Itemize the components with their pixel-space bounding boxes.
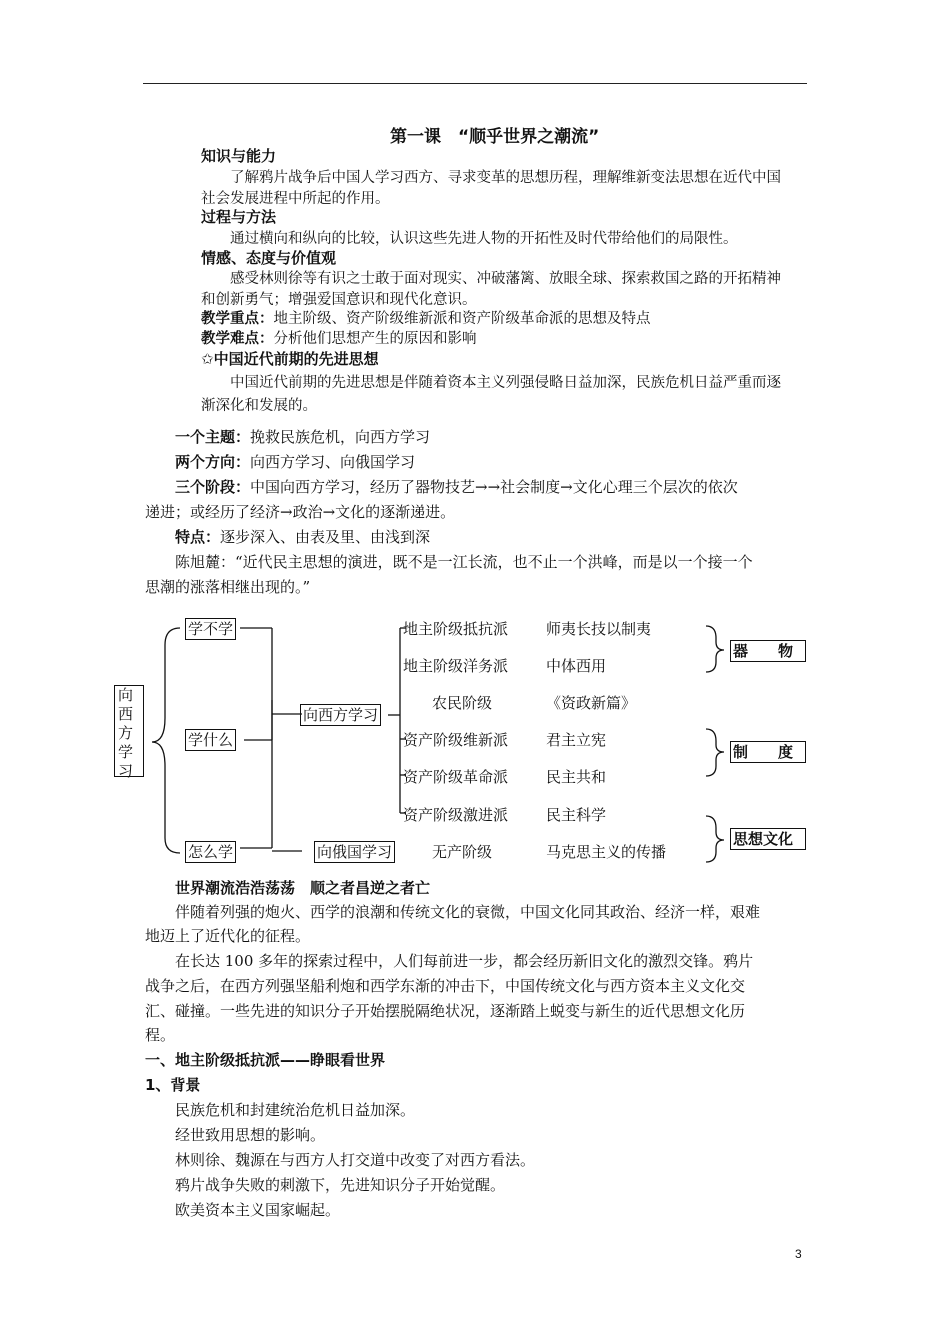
diagram-idea: 师夷长技以制夷	[546, 620, 652, 638]
level-culture-box: 思想文化	[730, 828, 806, 850]
process-text: 通过横向和纵向的比较，认识这些先进人物的开拓性及时代带给他们的局限性。	[230, 231, 738, 247]
page-number: 3	[795, 1247, 802, 1261]
diagram-idea: 君主立宪	[546, 731, 607, 749]
advanced-thought-text-2: 渐深化和发展的。	[201, 398, 317, 414]
learn-russia-box: 向俄国学习	[314, 841, 395, 863]
diagram-idea: 《资政新篇》	[546, 694, 637, 712]
should-learn-box: 学不学	[185, 618, 236, 640]
background-item: 鸦片战争失败的刺激下，先进知识分子开始觉醒。	[175, 1176, 506, 1194]
diagram-idea: 马克思主义的传播	[546, 843, 667, 861]
knowledge-text-1: 了解鸦片战争后中国人学习西方、寻求变革的思想历程，理解维新变法思想在近代中国	[230, 170, 781, 186]
quote-line-2: 思潮的涨落相继出现的。”	[145, 578, 311, 596]
two-directions-text: 向西方学习、向俄国学习	[250, 453, 416, 471]
three-stages-label: 三个阶段：	[175, 478, 251, 496]
level-objects-box: 器 物	[730, 640, 806, 662]
learn-west-box: 向西方学习	[300, 704, 381, 726]
para1-line1: 伴随着列强的炮火、西学的浪潮和传统文化的衰微，中国文化同其政治、经济一样，艰难	[175, 903, 761, 921]
diagram-idea: 民主科学	[546, 806, 607, 824]
features-label: 特点：	[175, 528, 221, 546]
what-learn-box: 学什么	[185, 729, 236, 751]
knowledge-heading: 知识与能力	[201, 147, 277, 165]
background-item: 经世致用思想的影响。	[175, 1126, 326, 1144]
diagram-idea: 民主共和	[546, 768, 607, 786]
background-item: 欧美资本主义国家崛起。	[175, 1201, 341, 1219]
two-directions-label: 两个方向：	[175, 453, 251, 471]
advanced-thought-text-1: 中国近代前期的先进思想是伴随着资本主义列强侵略日益加深，民族危机日益严重而逐	[230, 375, 781, 391]
diagram-idea: 中体西用	[546, 657, 607, 675]
diagram-group: 地主阶级抵抗派	[403, 620, 509, 638]
one-theme-label: 一个主题：	[175, 428, 251, 446]
three-stages-text-2: 递进；或经历了经济→政治→文化的逐渐递进。	[145, 503, 456, 521]
key-points-label: 教学重点：	[201, 311, 274, 327]
emotion-heading: 情感、态度与价值观	[201, 249, 337, 267]
background-item: 林则徐、魏源在与西方人打交道中改变了对西方看法。	[175, 1151, 536, 1169]
para2-line3: 汇、碰撞。一些先进的知识分子开始摆脱隔绝状况，逐渐踏上蜕变与新生的近代思想文化历	[145, 1002, 746, 1020]
diagram-group: 地主阶级洋务派	[403, 657, 509, 675]
emotion-text-1: 感受林则徐等有识之士敢于面对现实、冲破藩篱、放眼全球、探索救国之路的开拓精神	[230, 271, 781, 287]
para2-line1: 在长达 100 多年的探索过程中，人们每前进一步，都会经历新旧文化的激烈交锋。鸦片	[175, 952, 754, 970]
emotion-text-2: 和创新勇气；增强爱国意识和现代化意识。	[201, 292, 477, 308]
knowledge-text-2: 社会发展进程中所起的作用。	[201, 191, 390, 207]
difficult-points-label: 教学难点：	[201, 331, 274, 347]
quote-line-1: 陈旭麓：“近代民主思想的演进，既不是一江长流，也不止一个洪峰，而是以一个接一个	[175, 553, 753, 571]
heading-landlord-resist: 一、地主阶级抵抗派——睁眼看世界	[145, 1051, 386, 1069]
level-system-box: 制 度	[730, 741, 806, 763]
para2-line2: 战争之后，在西方列强坚船利炮和西学东渐的冲击下，中国传统文化与西方资本主义文化交	[145, 977, 746, 995]
diagram-group: 资产阶级维新派	[403, 731, 509, 749]
difficult-points-text: 分析他们思想产生的原因和影响	[273, 331, 477, 347]
lesson-title: 第一课 “顺乎世界之潮流”	[390, 127, 600, 147]
diagram-group: 无产阶级	[432, 843, 493, 861]
para1-line2: 地迈上了近代化的征程。	[145, 927, 311, 945]
process-heading: 过程与方法	[201, 208, 277, 226]
three-stages-text: 中国向西方学习，经历了器物技艺→→社会制度→文化心理三个层次的依次	[250, 478, 738, 496]
key-points-text: 地主阶级、资产阶级维新派和资产阶级革命派的思想及特点	[273, 311, 651, 327]
how-learn-box: 怎么学	[185, 841, 236, 863]
one-theme-text: 挽救民族危机，向西方学习	[250, 428, 431, 446]
para2-line4: 程。	[145, 1026, 176, 1044]
diagram-group: 资产阶级革命派	[403, 768, 509, 786]
heading-background: 1、背景	[145, 1076, 201, 1094]
background-item: 民族危机和封建统治危机日益加深。	[175, 1101, 416, 1119]
advanced-thought-heading: ✩中国近代前期的先进思想	[201, 350, 379, 368]
root-box: 向西方学习	[114, 685, 144, 777]
section-heading: 世界潮流浩浩荡荡 顺之者昌逆之者亡	[175, 879, 431, 897]
diagram-group: 农民阶级	[432, 694, 493, 712]
diagram-group: 资产阶级激进派	[403, 806, 509, 824]
features-text: 逐步深入、由表及里、由浅到深	[220, 528, 431, 546]
